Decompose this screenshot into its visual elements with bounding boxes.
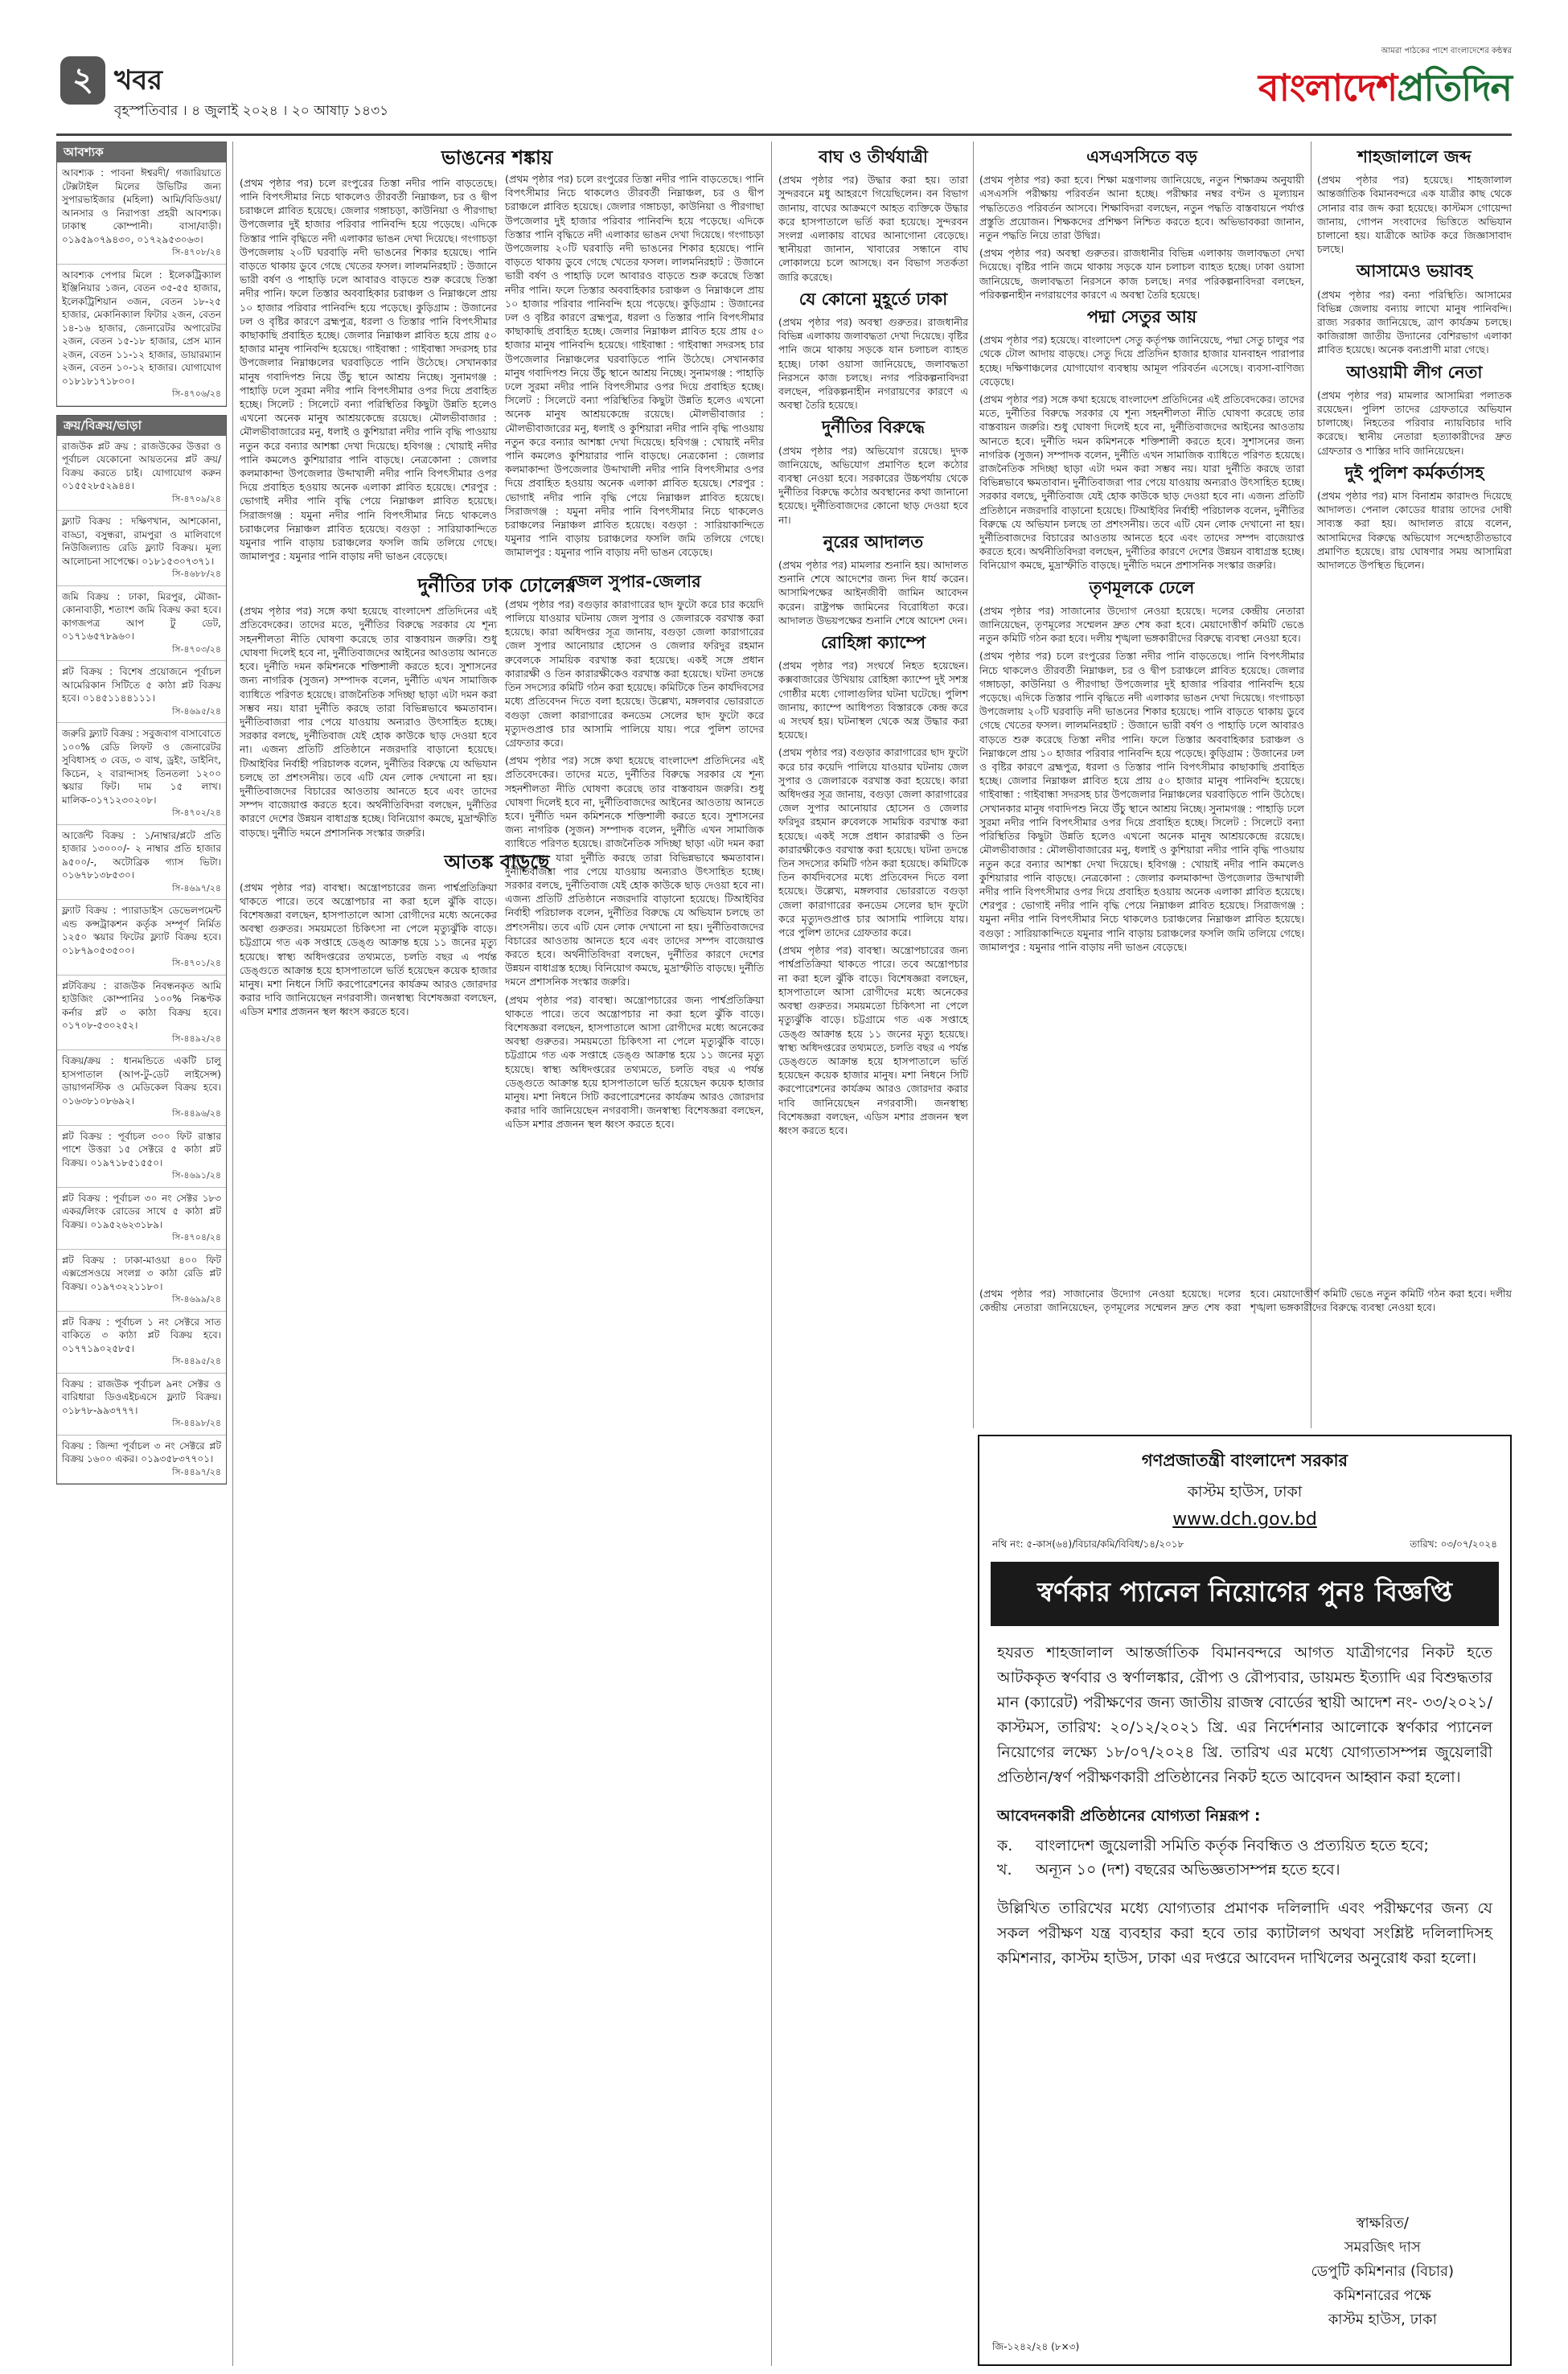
story-body: (প্রথম পৃষ্ঠার পর) সাজানোর উদ্যোগ নেওয়া হয়েছে। দলের কেন্দ্রীয় নেতারা জানিয়েছেন, তৃণমূলের সম্মেলন দ্রুত শেষ করা হবে। মেয়াদোত্তীর্ণ কমিটি ভেঙে নতুন কমিটি গঠন করা হবে। দলীয় শৃঙ্খলা ভঙ্গকারীদের বিরুদ্ধে ব্যবস্থা নেওয়া হবে।	[979, 604, 1304, 645]
ad-requirements-title: আবেদনকারী প্রতিষ্ঠানের যোগ্যতা নিম্নরূপ :	[997, 1807, 1261, 1825]
headline: ভাঙনের শঙ্কায়	[441, 146, 553, 169]
classified-item	[57, 1312, 226, 1374]
story-body: (প্রথম পৃষ্ঠার পর) চলে রংপুরের তিস্তা নদীর পানি বাড়তেছে। পানি বিপৎসীমার নিচে থাকলেও তীরবর্তী নিম্নাঞ্চল, চর ও দ্বীপ চরাঞ্চলে প্লাবিত হয়েছে। জেলার গঙ্গাচড়া, কাউনিয়া ও পীরগাছা উপজেলার দুই হাজার পরিবার পানিবন্দি হয়ে পড়েছে। এদিকে তিস্তার পানি বৃদ্ধিতে নদী এলাকার ভাঙন দেখা দিয়েছে। গংগাচড়া উপজেলায় ২০টি ঘরবাড়ি নদী ভাঙনের শিকার হয়েছে। পানি বাড়তে থাকায় ডুবে গেছে খেতের ফসল। লালমনিরহাট : উজানে ভারী বর্ষণ ও পাহাড়ি ঢলে আবারও বাড়তে শুরু করেছে তিস্তা নদীর পানি। ফলে তিস্তার অববাহিকার চরাঞ্চল ও নিম্নাঞ্চলে প্রায় ১০ হাজার পরিবার পানিবন্দি হয়ে পড়েছে। কুড়িগ্রাম : উজানের ঢল ও বৃষ্টির কারণে ব্রহ্মপুত্র, ধরলা ও তিস্তার পানি বিপৎসীমার কাছাকাছি প্রবাহিত হচ্ছে। জেলার নিম্নাঞ্চল প্লাবিত হয়ে প্রায় ৫০ হাজার মানুষ পানিবন্দি হয়েছে। গাইবান্ধা : গাইবান্ধা সদরসহ চার উপজেলার নিম্নাঞ্চলের ঘরবাড়িতে পানি উঠেছে। সেখানকার মানুষ গবাদিপশু নিয়ে উঁচু স্থানে আশ্রয় নিচ্ছে। সুনামগঞ্জ : পাহাড়ি ঢলে সুরমা নদীর পানি বিপৎসীমার ওপর দিয়ে প্রবাহিত হচ্ছে। সিলেট : সিলেটে বন্যা পরিস্থিতির কিছুটা উন্নতি হলেও এখনো অনেক মানুষ আশ্রয়কেন্দ্রে রয়েছে। মৌলভীবাজার : মৌলভীবাজারের মনু, ধলাই ও কুশিয়ারা নদীর পানি বৃদ্ধি পাওয়ায় নতুন করে বন্যার আশঙ্কা দেখা দিয়েছে। হবিগঞ্জ : খোয়াই নদীর পানি কমলেও কুশিয়ারার পানি বাড়ছে। নেত্রকোনা : জেলার কলমাকান্দা উপজেলার উব্দাখালী নদীর পানি বিপৎসীমার ওপর দিয়ে প্রবাহিত হওয়ায় অনেক এলাকা প্লাবিত হয়েছে। শেরপুর : ভোগাই নদীর পানি বৃদ্ধি পেয়ে নিম্নাঞ্চল প্লাবিত হয়েছে। সিরাজগঞ্জ : যমুনা নদীর পানি বিপৎসীমার নিচে থাকলেও চরাঞ্চলের নিম্নাঞ্চল প্লাবিত হয়েছে। বগুড়া : সারিয়াকান্দিতে যমুনার পানি বাড়ায় চরাঞ্চলের ফসলি জমি তলিয়ে গেছে। জামালপুর : যমুনার পানি বাড়ায় নদী ভাঙন বেড়েছে।	[505, 173, 764, 559]
headline: আওয়ামী লীগ নেতা	[1346, 361, 1483, 382]
classified-text: রাজউক প্লট ক্রয় : রাজউকের উত্তরা ও পূর্বাচল যেকোনো আয়তনের প্লট ক্রয়/বিক্রয় করতে চাই। যোগাযোগ করুন ০১৫৫২৮৫২৯৪৪।	[62, 440, 221, 492]
classified-ref: সি-৪৭০২/২৪	[172, 807, 221, 819]
headline: রোহিঙ্গা ক্যাম্পে	[820, 632, 926, 653]
story-body: (প্রথম পৃষ্ঠার পর) বগুড়ার কারাগারের ছাদ ফুটো করে চার কয়েদি পালিয়ে যাওয়ার ঘটনায় জেল সুপার ও জেলারকে বরখাস্ত করা হয়েছে। কারা অধিদপ্তর সূত্র জানায়, বগুড়া জেলা কারাগারের জেল সুপার আনোয়ার হোসেন ও জেলার ফরিদুর রহমান রুবেলকে সাময়িক বরখাস্ত করা হয়েছে। একই সঙ্গে প্রধান কারারক্ষী ও তিন কারারক্ষীকেও বরখাস্ত করা হয়েছে। ঘটনা তদন্তে তিন সদস্যের কমিটি গঠন করা হয়েছে। কমিটিকে তিন কার্যদিবসের মধ্যে প্রতিবেদন দিতে বলা হয়েছে। উল্লেখ্য, মঙ্গলবার ভোররাতে বগুড়া জেলা কারাগারের কনডেম সেলের ছাদ ফুটো করে মৃত্যুদণ্ডপ্রাপ্ত চার আসামি পালিয়ে যায়। পরে পুলিশ তাদের গ্রেফতার করে।	[778, 746, 968, 939]
logo-word-sub: প্রতিদিন	[1397, 66, 1512, 109]
story-body: (প্রথম পৃষ্ঠার পর) মাস বিনাশ্রম কারাদণ্ড দিয়েছে আদালত। পেনাল কোডের ধারায় তাদের দোষী সাব্যস্ত করা হয়। আদালত রায়ে বলেন, আসামিদের বিরুদ্ধে অভিযোগ সন্দেহাতীতভাবে প্রমাণিত হয়েছে। রায় ঘোষণার সময় আসামিরা আদালতে উপস্থিত ছিলেন।	[1317, 490, 1512, 572]
classified-text: প্লট বিক্রয় : বিশেষ প্রয়োজনে পূর্বাচল আমেরিকান সিটিতে ৫ কাঠা প্লট বিক্রয় হবে। ০১৪৫১১৪৪১১১।	[62, 666, 221, 704]
classified-item	[57, 511, 226, 586]
story-body: (প্রথম পৃষ্ঠার পর) মামলার শুনানি হয়। আদালত শুনানি শেষে আদেশের জন্য দিন ধার্য করেন। আসামিপক্ষের আইনজীবী জামিন আবেদন করেন। রাষ্ট্রপক্ষ জামিনের বিরোধিতা করে। আদালত উভয়পক্ষের শুনানি শেষে আদেশ দেন।	[778, 559, 968, 626]
classified-ref: সি-৪৬৯৫/২৪	[172, 705, 221, 717]
classified-text: আবশ্যক পেপার মিলে : ইলেকট্রিক্যাল ইঞ্জিনিয়ার ১জন, বেতন ৩৫-৫৫ হাজার, ইলেকট্রিশিয়ান ৩জন, বেতন ১৮-২৫ হাজার, মেকানিক্যাল ফিটার ২জন, বেতন ১৪-১৬ হাজার, জেনারেটর অপারেটর ২জন, বেতন ১৫-১৮ হাজার, প্রেস ম্যান ২জন, বেতন ১১-১২ হাজার, ডায়ারম্যান ২জন, বেতন ১০-১২ হাজার। যোগাযোগ ০১৮১৮১৭১৮০০।	[62, 269, 221, 387]
dateline: বৃহস্পতিবার । ৪ জুলাই ২০২৪ । ২০ আষাঢ় ১৪৩১	[114, 103, 389, 119]
classified-text: বিক্রয়/ক্রয় : ধানমন্ডিতে একটি চালু হাসপাতাল (আপ-টু-ডেট লাইসেন্স) ডায়াগনস্টিক ও মেডিকেল বিক্রয় হবে। ০১৬৩৮১০৮৬৯২।	[62, 1055, 221, 1107]
classified-item	[57, 975, 226, 1051]
signature-behalf: কমিশনারের পক্ষে	[1333, 2287, 1431, 2304]
story-body: (প্রথম পৃষ্ঠার পর) সাজানোর উদ্যোগ নেওয়া হয়েছে। দলের কেন্দ্রীয় নেতারা জানিয়েছেন, তৃণমূলের সম্মেলন দ্রুত শেষ করা হবে। মেয়াদোত্তীর্ণ কমিটি ভেঙে নতুন কমিটি গঠন করা হবে। দলীয় শৃঙ্খলা ভঙ্গকারীদের বিরুদ্ধে ব্যবস্থা নেওয়া হবে।	[979, 1288, 1512, 1314]
ad-requirement-key: খ.	[997, 1861, 1012, 1879]
story-body: (প্রথম পৃষ্ঠার পর) বাবস্থা। অন্ত্রোপচারের জন্য পার্শ্বপ্রতিক্রিয়া থাকতে পারে। তবে অন্ত্রোপচার না করা হলে ঝুঁকি বাড়ে। বিশেষজ্ঞরা বলছেন, হাসপাতালে আসা রোগীদের মধ্যে অনেকের অবস্থা গুরুতর। সময়মতো চিকিৎসা না পেলে মৃত্যুঝুঁকি বাড়ে। চট্টগ্রামে গত এক সপ্তাহে ডেঙ্গু আক্রান্ত হয়ে ১১ জনের মৃত্যু হয়েছে। স্বাস্থ্য অধিদপ্তরের তথ্যমতে, চলতি বছর এ পর্যন্ত ডেঙ্গুতে আক্রান্ত হয়ে হাসপাতালে ভর্তি হয়েছেন কয়েক হাজার মানুষ। মশা নিধনে সিটি করপোরেশনের কার্যক্রম আরও জোরদার করার দাবি জানিয়েছেন নগরবাসী। জনস্বাস্থ্য বিশেষজ্ঞরা বলছেন, এডিস মশার প্রজনন স্থল ধ্বংস করতে হবে।	[240, 881, 497, 1018]
classified-text: ফ্ল্যাট বিক্রয় : প্যারাডাইস ডেভেলপমেন্ট এন্ড কন্সট্রাকশন কর্তৃক সম্পূর্ণ নির্মিত ১২৫০ স্কয়ার ফিটের ফ্ল্যাট বিক্রয় হবে। ০১৮৭৯০৫৩৫০০।	[62, 905, 221, 956]
classified-text: আর্জেন্ট বিক্রয় : ১/নাম্বার/প্লটে প্রতি হাজার ১৩০০০/- ২ নাম্বার প্রতি হাজার ৯৫০০/-, অটোব্রিক গ্যাস ভিটা। ০১৬৭৮১৩৮৫৩০।	[62, 829, 221, 881]
story-body: (প্রথম পৃষ্ঠার পর) হয়েছে। শাহজালাল আন্তর্জাতিক বিমানবন্দরে এক যাত্রীর কাছ থেকে সোনার বার জব্দ করা হয়েছে। কাস্টমস গোয়েন্দা জানায়, গোপন সংবাদের ভিত্তিতে অভিযান চালানো হয়। যাত্রীকে আটক করে জিজ্ঞাসাবাদ চলছে।	[1317, 174, 1512, 256]
classified-ref: সি-৪৪৯২/২৪	[172, 1033, 221, 1044]
classified-item	[57, 661, 226, 723]
classified-text: জরুরি ফ্ল্যাট বিক্রয় : সবুজবাগ বাসাবোতে ১০০% রেডি লিফট ও জেনারেটর সুবিধাসহ ৩ বেড, ৩ বাথ, ড্রইং, ডাইনিং, কিচেন, ২ বারান্দাসহ তিনতলা ১২০০ স্কয়ার ফিট। দাম ১৫ লাখ। মালিক-০১৭১২৩০২০৮।	[62, 728, 221, 806]
logo-tagline: আমরা পাঠকের পাশে বাংলাদেশের কন্ঠস্বর	[1381, 47, 1512, 55]
ad-note: উল্লিখিত তারিখের মধ্যে যোগ্যতার প্রমাণক দলিলাদি এবং পরীক্ষণের জন্য যে সকল পরীক্ষণ যন্ত্র ব্যবহার করা হবে তার ক্যাটালগ অথবা সংশ্লিষ্ট দলিলাদিসহ কমিশনার, কাস্টম হাউস, ঢাকা এর দপ্তরে আবেদন দাখিলের অনুরোধ করা হলো।	[997, 1900, 1492, 1967]
classified-ref: সি-৪৪৯৭/২৪	[172, 1466, 221, 1477]
column-divider	[232, 142, 233, 2366]
story-body: (প্রথম পৃষ্ঠার পর) হয়েছে। বাংলাদেশ সেতু কর্তৃপক্ষ জানিয়েছে, পদ্মা সেতু চালুর পর থেকে টোল আদায় বাড়ছে। সেতু দিয়ে প্রতিদিন হাজার হাজার যানবাহন পারাপার হচ্ছে। দক্ষিণাঞ্চলের যোগাযোগ ব্যবস্থায় আমূল পরিবর্তন এসেছে। ব্যবসা-বাণিজ্য বেড়েছে।	[979, 334, 1304, 388]
wanted-heading: আবশ্যক	[57, 142, 226, 162]
classifieds-column	[56, 142, 227, 2361]
headline: নুরের আদালত	[823, 531, 924, 552]
headline: আসামেও ভয়াবহ	[1356, 261, 1473, 281]
classified-text: আবশ্যক : পাবনা ঈশ্বরদী/ গজারিয়াতে টেক্সটাইল মিলের উভিটির জন্য সুপারভাইজার (মহিলা) আমি/বিডিওয়া/আনসার ও নিরাপত্তা প্রহরী আবশ্যক। ঢাকাস্থ কোম্পানী। বাসা/বাড়ী। ০১৯৫৯০৭৯৪৩০, ০১৭২৯৫৩০৬৩।	[62, 167, 221, 245]
classified-ref: সি-৪৬৯১/২৪	[172, 1170, 221, 1181]
trade-list	[57, 436, 226, 1485]
section-title: খবর	[114, 64, 162, 97]
story-body: (প্রথম পৃষ্ঠার পর) সঙ্গে কথা হয়েছে বাংলাদেশ প্রতিদিনের এই প্রতিবেদকের। তাদের মতে, দুর্নীতির বিরুদ্ধে সরকার যে শূন্য সহনশীলতা নীতি ঘোষণা করেছে তার বাস্তবায়ন জরুরি। শুধু ঘোষণা দিলেই হবে না, দুর্নীতিবাজদের আইনের আওতায় আনতে হবে। দুর্নীতি দমন কমিশনকে শক্তিশালী করতে হবে। সুশাসনের জন্য নাগরিক (সুজন) সম্পাদক বলেন, দুর্নীতি এখন সামাজিক ব্যাধিতে পরিণত হয়েছে। রাজনৈতিক সদিচ্ছা ছাড়া এটা দমন করা সম্ভব নয়। যারা দুর্নীতি করছে তারা বিভিন্নভাবে ক্ষমতাবান। দুর্নীতিবাজরা পার পেয়ে যাওয়ায় অন্যরাও উৎসাহিত হচ্ছে। সরকার বলছে, দুর্নীতিবাজ যেই হোক কাউকে ছাড় দেওয়া হবে না। এজন্য প্রতিটি প্রতিষ্ঠানে নজরদারি বাড়ানো হয়েছে। টিআইবির নির্বাহী পরিচালক বলেন, দুর্নীতির বিরুদ্ধে যে অভিযান চলছে তা প্রশংসনীয়। তবে এটি যেন লোক দেখানো না হয়। দুর্নীতিবাজদের বিচারের আওতায় আনতে হবে এবং তাদের সম্পদ বাজেয়াপ্ত করতে হবে। অর্থনীতিবিদরা বলছেন, দুর্নীতির কারণে দেশের উন্নয়ন বাধাগ্রস্ত হচ্ছে। বিনিয়োগ কমছে, মুদ্রাস্ফীতি বাড়ছে। দুর্নীতি দমনে প্রশাসনিক সংস্কার জরুরি।	[505, 754, 764, 988]
story-body: (প্রথম পৃষ্ঠার পর) করা হবে। শিক্ষা মন্ত্রণালয় জানিয়েছে, নতুন শিক্ষাক্রম অনুযায়ী এসএসসি পরীক্ষায় পরিবর্তন আনা হচ্ছে। পরীক্ষার নম্বর বণ্টন ও মূল্যায়ন পদ্ধতিতেও পরিবর্তন আসবে। শিক্ষাবিদরা বলছেন, নতুন পদ্ধতি বাস্তবায়নে পর্যাপ্ত প্রস্তুতি প্রয়োজন। শিক্ষকদের প্রশিক্ষণ নিশ্চিত করতে হবে। অভিভাবকরা জানান, নতুন পদ্ধতি নিয়ে তারা উদ্বিগ্ন।	[979, 174, 1304, 241]
news-column	[778, 142, 968, 2366]
classified-ref: সি-৪৪৯৫/২৪	[172, 1356, 221, 1367]
classified-item	[57, 900, 226, 975]
classified-item	[57, 1374, 226, 1435]
headline: যে কোনো মুহূর্তে ঢাকা	[798, 288, 948, 309]
newspaper-logo	[1258, 45, 1512, 121]
classified-text: বিক্রয় : জিন্দা পূর্বাচল ৩ নং সেক্টরে প্লট বিক্রয় ১৬০০ একর। ০১৯৩৫৮৩৭৭০১।	[62, 1440, 221, 1465]
headline: শাহজালালে জব্দ	[1357, 146, 1472, 166]
headline: বাঘ ও তীর্থযাত্রী	[819, 146, 928, 166]
headline: আতঙ্ক বাড়ছে	[444, 849, 550, 873]
classified-ref: সি-৪৪৯৮/২৪	[172, 1418, 221, 1429]
ad-ref-date: তারিখ: ০৩/০৭/২০২৪	[1410, 1538, 1497, 1550]
ad-requirement-text: বাংলাদেশ জুয়েলারী সমিতি কর্তৃক নিবন্ধিত ও প্রত্যয়িত হতে হবে;	[1036, 1837, 1429, 1854]
ad-requirement	[979, 1858, 1510, 1882]
story-body: (প্রথম পৃষ্ঠার পর) বাবস্থা। অন্ত্রোপচারের জন্য পার্শ্বপ্রতিক্রিয়া থাকতে পারে। তবে অন্ত্রোপচার না করা হলে ঝুঁকি বাড়ে। বিশেষজ্ঞরা বলছেন, হাসপাতালে আসা রোগীদের মধ্যে অনেকের অবস্থা গুরুতর। সময়মতো চিকিৎসা না পেলে মৃত্যুঝুঁকি বাড়ে। চট্টগ্রামে গত এক সপ্তাহে ডেঙ্গু আক্রান্ত হয়ে ১১ জনের মৃত্যু হয়েছে। স্বাস্থ্য অধিদপ্তরের তথ্যমতে, চলতি বছর এ পর্যন্ত ডেঙ্গুতে আক্রান্ত হয়ে হাসপাতালে ভর্তি হয়েছেন কয়েক হাজার মানুষ। মশা নিধনে সিটি করপোরেশনের কার্যক্রম আরও জোরদার করার দাবি জানিয়েছেন নগরবাসী। জনস্বাস্থ্য বিশেষজ্ঞরা বলছেন, এডিস মশার প্রজনন স্থল ধ্বংস করতে হবে।	[505, 993, 764, 1131]
classified-ref: সি-৪৪৯৬/২৪	[172, 1108, 221, 1119]
story-body: (প্রথম পৃষ্ঠার পর) অভিযোগ রয়েছে। দুদক জানিয়েছে, অভিযোগ প্রমাণিত হলে কঠোর ব্যবস্থা নেওয়া হবে। সরকারের উচ্চপর্যায় থেকে দুর্নীতির বিরুদ্ধে কঠোর অবস্থানের কথা জানানো হয়েছে। দুর্নীতিবাজদের কোনো ছাড় দেওয়া হবে না।	[778, 444, 968, 526]
news-column	[979, 1287, 1512, 1431]
logo-wordmark	[1258, 60, 1512, 121]
ad-signature	[1311, 2212, 1454, 2332]
classified-item	[57, 265, 226, 406]
classified-text: প্লটবিক্রয় : রাজউক নিবন্ধনকৃত আমি হাউজিং কোম্পানির ১০০% নিষ্কণ্টক কর্নার প্লট ৩ কাঠা বিক্রয় হবে। ০১৭০৮-৫৩০২৫২।	[62, 980, 221, 1032]
classified-item	[57, 1050, 226, 1126]
story-body: (প্রথম পৃষ্ঠার পর) বন্যা পরিস্থিতি। আসামের বিভিন্ন জেলায় বন্যায় লাখো মানুষ পানিবন্দি। রাজ্য সরকার জানিয়েছে, ত্রাণ কার্যক্রম চলছে। কাজিরাঙ্গা জাতীয় উদ্যানের বেশিরভাগ এলাকা প্লাবিত হয়েছে। অনেক বন্যপ্রাণী মারা গেছে।	[1317, 288, 1512, 356]
signature-designation: ডেপুটি কমিশনার (বিচার)	[1311, 2263, 1454, 2280]
ad-website-link[interactable]: www.dch.gov.bd	[1172, 1509, 1317, 1530]
story-body: (প্রথম পৃষ্ঠার পর) উদ্ধার করা হয়। তারা সুন্দরবনে মধু আহরণে গিয়েছিলেন। বন বিভাগ জানায়, বাঘের আক্রমণে আহত ব্যক্তিকে উদ্ধার করে হাসপাতালে ভর্তি করা হয়েছে। সুন্দরবন সংলগ্ন এলাকায় বাঘের আনাগোনা বেড়েছে। স্থানীয়রা জানান, খাবারের সন্ধানে বাঘ লোকালয়ে চলে আসছে। বন বিভাগ সতর্কতা জারি করেছে।	[778, 174, 968, 283]
classified-text: প্লট বিক্রয় : পূর্বাচল ১ নং সেক্টরে সাত বাকিতে ৩ কাঠা প্লট বিক্রয় হবে। ০১৭৭১৯০২৫৮৫।	[62, 1316, 221, 1354]
news-column	[240, 142, 577, 2366]
ad-government: গণপ্রজাতন্ত্রী বাংলাদেশ সরকার	[1141, 1451, 1348, 1470]
story-body: (প্রথম পৃষ্ঠার পর) চলে রংপুরের তিস্তা নদীর পানি বাড়তেছে। পানি বিপৎসীমার নিচে থাকলেও তীরবর্তী নিম্নাঞ্চল, চর ও দ্বীপ চরাঞ্চলে প্লাবিত হয়েছে। জেলার গঙ্গাচড়া, কাউনিয়া ও পীরগাছা উপজেলার দুই হাজার পরিবার পানিবন্দি হয়ে পড়েছে। এদিকে তিস্তার পানি বৃদ্ধিতে নদী এলাকার ভাঙন দেখা দিয়েছে। গংগাচড়া উপজেলায় ২০টি ঘরবাড়ি নদী ভাঙনের শিকার হয়েছে। পানি বাড়তে থাকায় ডুবে গেছে খেতের ফসল। লালমনিরহাট : উজানে ভারী বর্ষণ ও পাহাড়ি ঢলে আবারও বাড়তে শুরু করেছে তিস্তা নদীর পানি। ফলে তিস্তার অববাহিকার চরাঞ্চল ও নিম্নাঞ্চলে প্রায় ১০ হাজার পরিবার পানিবন্দি হয়ে পড়েছে। কুড়িগ্রাম : উজানের ঢল ও বৃষ্টির কারণে ব্রহ্মপুত্র, ধরলা ও তিস্তার পানি বিপৎসীমার কাছাকাছি প্রবাহিত হচ্ছে। জেলার নিম্নাঞ্চল প্লাবিত হয়ে প্রায় ৫০ হাজার মানুষ পানিবন্দি হয়েছে। গাইবান্ধা : গাইবান্ধা সদরসহ চার উপজেলার নিম্নাঞ্চলের ঘরবাড়িতে পানি উঠেছে। সেখানকার মানুষ গবাদিপশু নিয়ে উঁচু স্থানে আশ্রয় নিচ্ছে। সুনামগঞ্জ : পাহাড়ি ঢলে সুরমা নদীর পানি বিপৎসীমার ওপর দিয়ে প্রবাহিত হচ্ছে। সিলেট : সিলেটে বন্যা পরিস্থিতির কিছুটা উন্নতি হলেও এখনো অনেক মানুষ আশ্রয়কেন্দ্রে রয়েছে। মৌলভীবাজার : মৌলভীবাজারের মনু, ধলাই ও কুশিয়ারা নদীর পানি বৃদ্ধি পাওয়ায় নতুন করে বন্যার আশঙ্কা দেখা দিয়েছে। হবিগঞ্জ : খোয়াই নদীর পানি কমলেও কুশিয়ারার পানি বাড়ছে। নেত্রকোনা : জেলার কলমাকান্দা উপজেলার উব্দাখালী নদীর পানি বিপৎসীমার ওপর দিয়ে প্রবাহিত হওয়ায় অনেক এলাকা প্লাবিত হয়েছে। শেরপুর : ভোগাই নদীর পানি বৃদ্ধি পেয়ে নিম্নাঞ্চল প্লাবিত হয়েছে। সিরাজগঞ্জ : যমুনা নদীর পানি বিপৎসীমার নিচে থাকলেও চরাঞ্চলের নিম্নাঞ্চল প্লাবিত হয়েছে। বগুড়া : সারিয়াকান্দিতে যমুনার পানি বাড়ায় চরাঞ্চলের ফসলি জমি তলিয়ে গেছে। জামালপুর : যমুনার পানি বাড়ায় নদী ভাঙন বেড়েছে।	[240, 176, 497, 563]
ad-banner: স্বর্ণকার প্যানেল নিয়োগের পুনঃ বিজ্ঞপ্তি	[991, 1562, 1499, 1626]
classified-ref: সি-৪৭০১/২৪	[172, 958, 221, 969]
classified-text: জমি বিক্রয় : ঢাকা, মিরপুর, মৌজা-কোনাবাড়ী, শতাংশ জমি বিক্রয় করা হবে। কাগজপত্র আপ টু ডেট, ০১৭১৬৫৭৮৯৬০।	[62, 590, 221, 643]
signature-name: সমরজিৎ দাস	[1344, 2239, 1421, 2256]
classified-text: বিক্রয় : রাজউক পূর্বাচল ৯নং সেক্টর ও বারিধারা ডিওএইচএসে ফ্ল্যাট বিক্রয়। ০১৮৭৮-৯৯৩৭৭৭।	[62, 1378, 221, 1416]
classified-item	[57, 162, 226, 265]
story-body: (প্রথম পৃষ্ঠার পর) বাবস্থা। অন্ত্রোপচারের জন্য পার্শ্বপ্রতিক্রিয়া থাকতে পারে। তবে অন্ত্রোপচার না করা হলে ঝুঁকি বাড়ে। বিশেষজ্ঞরা বলছেন, হাসপাতালে আসা রোগীদের মধ্যে অনেকের অবস্থা গুরুতর। সময়মতো চিকিৎসা না পেলে মৃত্যুঝুঁকি বাড়ে। চট্টগ্রামে গত এক সপ্তাহে ডেঙ্গু আক্রান্ত হয়ে ১১ জনের মৃত্যু হয়েছে। স্বাস্থ্য অধিদপ্তরের তথ্যমতে, চলতি বছর এ পর্যন্ত ডেঙ্গুতে আক্রান্ত হয়ে হাসপাতালে ভর্তি হয়েছেন কয়েক হাজার মানুষ। মশা নিধনে সিটি করপোরেশনের কার্যক্রম আরও জোরদার করার দাবি জানিয়েছেন নগরবাসী। জনস্বাস্থ্য বিশেষজ্ঞরা বলছেন, এডিস মশার প্রজনন স্থল ধ্বংস করতে হবে।	[778, 944, 968, 1136]
column-divider	[973, 142, 974, 1428]
ad-requirement-key: ক.	[997, 1837, 1013, 1854]
column-divider	[771, 142, 772, 2366]
ad-requirement	[979, 1834, 1510, 1858]
classified-text: ফ্ল্যাট বিক্রয় : দক্ষিণখান, আশকোনা, বাড্ডা, বসুন্ধরা, রামপুরা ও মালিবাগে নিউজিল্যান্ড রেডি ফ্ল্যাট বিক্রয়। মূল্য আলোচনা সাপেক্ষে। ০১৮১৫৩০৭৩৭১।	[62, 515, 221, 567]
ad-code: জি-১২৪২/২৪ (৮×৩)	[992, 2341, 1080, 2352]
ad-body: হযরত শাহজালাল আন্তর্জাতিক বিমানবন্দরে আগত যাত্রীগণের নিকট হতে আটককৃত স্বর্ণবার ও স্বর্ণালঙ্কার, রৌপ্য ও রৌপ্যবার, ডায়মন্ড ইত্যাদি এর বিশুদ্ধতার মান (ক্যারেট) পরীক্ষণের জন্য জাতীয় রাজস্ব বোর্ডের স্থায়ী আদেশ নং- ৩৩/২০২১/কাস্টমস, তারিখ: ২০/১২/২০২১ খ্রি. এর নির্দেশনার আলোকে স্বর্ণকার প্যানেল নিয়োগের লক্ষ্যে ১৮/০৭/২০২৪ খ্রি. তারিখ এর মধ্যে যোগ্যতাসম্পন্ন জুয়েলারী প্রতিষ্ঠান/স্বর্ণ পরীক্ষণকারী প্রতিষ্ঠানের নিকট হতে আবেদন আহ্বান করা হলো।	[997, 1644, 1492, 1786]
header-rule	[56, 133, 1512, 136]
news-column	[1317, 142, 1512, 1425]
classified-item	[57, 723, 226, 825]
headline: এসএসসিতে বড়	[1086, 146, 1197, 166]
classified-text: প্লট বিক্রয় : পূর্বাচল ৩০ নং সেক্টর ১৮৩ একর/লিংক রোডের সাথে ৫ কাঠা প্লট বিক্রয়। ০১৯৫২৬২৩১৮৯।	[62, 1192, 221, 1230]
story-body: (প্রথম পৃষ্ঠার পর) বগুড়ার কারাগারের ছাদ ফুটো করে চার কয়েদি পালিয়ে যাওয়ার ঘটনায় জেল সুপার ও জেলারকে বরখাস্ত করা হয়েছে। কারা অধিদপ্তর সূত্র জানায়, বগুড়া জেলা কারাগারের জেল সুপার আনোয়ার হোসেন ও জেলার ফরিদুর রহমান রুবেলকে সাময়িক বরখাস্ত করা হয়েছে। একই সঙ্গে প্রধান কারারক্ষী ও তিন কারারক্ষীকেও বরখাস্ত করা হয়েছে। ঘটনা তদন্তে তিন সদস্যের কমিটি গঠন করা হয়েছে। কমিটিকে তিন কার্যদিবসের মধ্যে প্রতিবেদন দিতে বলা হয়েছে। উল্লেখ্য, মঙ্গলবার ভোররাতে বগুড়া জেলা কারাগারের কনডেম সেলের ছাদ ফুটো করে মৃত্যুদণ্ডপ্রাপ্ত চার আসামি পালিয়ে যায়। পরে পুলিশ তাদের গ্রেফতার করে।	[505, 598, 764, 749]
classified-ref: সি-৪৬৯৭/২৪	[172, 882, 221, 893]
classified-text: প্লট বিক্রয় : ঢাকা-মাওয়া ৪০০ ফিট এক্সপ্রেসওয়ে সংলগ্ন ৩ কাঠা রেডি প্লট বিক্রয়। ০১৯৭৩২২১১৮০।	[62, 1254, 221, 1292]
ad-office: কাস্টম হাউস, ঢাকা	[1187, 1483, 1303, 1501]
headline: দুই পুলিশ কর্মকর্তাসহ	[1344, 462, 1484, 483]
story-body: (প্রথম পৃষ্ঠার পর) অবস্থা গুরুতর। রাজধানীর বিভিন্ন এলাকায় জলাবদ্ধতা দেখা দিয়েছে। বৃষ্টির পানি জমে থাকায় সড়কে যান চলাচল ব্যাহত হচ্ছে। ঢাকা ওয়াসা জানিয়েছে, জলাবদ্ধতা নিরসনে কাজ চলছে। নগর পরিকল্পনাবিদরা বলছেন, পরিকল্পনাহীন নগরায়ণের কারণে এ অবস্থা তৈরি হয়েছে।	[778, 316, 968, 412]
story-body: (প্রথম পৃষ্ঠার পর) অবস্থা গুরুতর। রাজধানীর বিভিন্ন এলাকায় জলাবদ্ধতা দেখা দিয়েছে। বৃষ্টির পানি জমে থাকায় সড়কে যান চলাচল ব্যাহত হচ্ছে। ঢাকা ওয়াসা জানিয়েছে, জলাবদ্ধতা নিরসনে কাজ চলছে। নগর পরিকল্পনাবিদরা বলছেন, পরিকল্পনাহীন নগরায়ণের কারণে এ অবস্থা তৈরি হয়েছে।	[979, 247, 1304, 301]
classified-ref: সি-৪৭০৯/২৪	[172, 493, 221, 504]
story-body: (প্রথম পৃষ্ঠার পর) মামলার আসামিরা পলাতক রয়েছেন। পুলিশ তাদের গ্রেফতারে অভিযান চালাচ্ছে। নিহতের পরিবার ন্যায়বিচার দাবি করেছে। স্থানীয় নেতারা হত্যাকারীদের দ্রুত গ্রেফতার ও শাস্তির দাবি জানিয়েছেন।	[1317, 388, 1512, 457]
classified-ref: সি-৪৭০৮/২৪	[172, 247, 221, 258]
page-number: ২	[60, 56, 105, 105]
headline: তৃণমূলকে ঢেলে	[1089, 577, 1195, 598]
classified-item	[57, 1250, 226, 1312]
signature-office: কাস্টম হাউস, ঢাকা	[1328, 2311, 1437, 2328]
government-advertisement	[978, 1435, 1512, 2366]
story-body: (প্রথম পৃষ্ঠার পর) সঙ্গে কথা হয়েছে বাংলাদেশ প্রতিদিনের এই প্রতিবেদকের। তাদের মতে, দুর্নীতির বিরুদ্ধে সরকার যে শূন্য সহনশীলতা নীতি ঘোষণা করেছে তার বাস্তবায়ন জরুরি। শুধু ঘোষণা দিলেই হবে না, দুর্নীতিবাজদের আইনের আওতায় আনতে হবে। দুর্নীতি দমন কমিশনকে শক্তিশালী করতে হবে। সুশাসনের জন্য নাগরিক (সুজন) সম্পাদক বলেন, দুর্নীতি এখন সামাজিক ব্যাধিতে পরিণত হয়েছে। রাজনৈতিক সদিচ্ছা ছাড়া এটা দমন করা সম্ভব নয়। যারা দুর্নীতি করছে তারা বিভিন্নভাবে ক্ষমতাবান। দুর্নীতিবাজরা পার পেয়ে যাওয়ায় অন্যরাও উৎসাহিত হচ্ছে। সরকার বলছে, দুর্নীতিবাজ যেই হোক কাউকে ছাড় দেওয়া হবে না। এজন্য প্রতিটি প্রতিষ্ঠানে নজরদারি বাড়ানো হয়েছে। টিআইবির নির্বাহী পরিচালক বলেন, দুর্নীতির বিরুদ্ধে যে অভিযান চলছে তা প্রশংসনীয়। তবে এটি যেন লোক দেখানো না হয়। দুর্নীতিবাজদের বিচারের আওতায় আনতে হবে এবং তাদের সম্পদ বাজেয়াপ্ত করতে হবে। অর্থনীতিবিদরা বলছেন, দুর্নীতির কারণে দেশের উন্নয়ন বাধাগ্রস্ত হচ্ছে। বিনিয়োগ কমছে, মুদ্রাস্ফীতি বাড়ছে। দুর্নীতি দমনে প্রশাসনিক সংস্কার জরুরি।	[979, 393, 1304, 572]
classified-ref: সি-৪৬৯৯/২৪	[172, 1294, 221, 1305]
classified-ref: সি-৪৭০৪/২৪	[172, 1232, 221, 1243]
classified-item	[57, 1126, 226, 1188]
classified-ref: সি-৪৭০৬/২৪	[172, 388, 221, 400]
headline: পদ্মা সেতুর আয়	[1086, 306, 1197, 327]
story-body: (প্রথম পৃষ্ঠার পর) সংঘর্ষে নিহত হয়েছেন। কক্সবাজারের উখিয়ায় রোহিঙ্গা ক্যাম্পে দুই সশস্ত্র গোষ্ঠীর মধ্যে গোলাগুলির ঘটনা ঘটেছে। পুলিশ জানায়, ক্যাম্পে আধিপত্য বিস্তারকে কেন্দ্র করে এ সংঘর্ষ হয়। ঘটনাস্থল থেকে অস্ত্র উদ্ধার করা হয়েছে।	[778, 659, 968, 741]
story-body: (প্রথম পৃষ্ঠার পর) সঙ্গে কথা হয়েছে বাংলাদেশ প্রতিদিনের এই প্রতিবেদকের। তাদের মতে, দুর্নীতির বিরুদ্ধে সরকার যে শূন্য সহনশীলতা নীতি ঘোষণা করেছে তার বাস্তবায়ন জরুরি। শুধু ঘোষণা দিলেই হবে না, দুর্নীতিবাজদের আইনের আওতায় আনতে হবে। দুর্নীতি দমন কমিশনকে শক্তিশালী করতে হবে। সুশাসনের জন্য নাগরিক (সুজন) সম্পাদক বলেন, দুর্নীতি এখন সামাজিক ব্যাধিতে পরিণত হয়েছে। রাজনৈতিক সদিচ্ছা ছাড়া এটা দমন করা সম্ভব নয়। যারা দুর্নীতি করছে তারা বিভিন্নভাবে ক্ষমতাবান। দুর্নীতিবাজরা পার পেয়ে যাওয়ায় অন্যরাও উৎসাহিত হচ্ছে। সরকার বলছে, দুর্নীতিবাজ যেই হোক কাউকে ছাড় দেওয়া হবে না। এজন্য প্রতিটি প্রতিষ্ঠানে নজরদারি বাড়ানো হয়েছে। টিআইবির নির্বাহী পরিচালক বলেন, দুর্নীতির বিরুদ্ধে যে অভিযান চলছে তা প্রশংসনীয়। তবে এটি যেন লোক দেখানো না হয়। দুর্নীতিবাজদের বিচারের আওতায় আনতে হবে এবং তাদের সম্পদ বাজেয়াপ্ত করতে হবে। অর্থনীতিবিদরা বলছেন, দুর্নীতির কারণে দেশের উন্নয়ন বাধাগ্রস্ত হচ্ছে। বিনিয়োগ কমছে, মুদ্রাস্ফীতি বাড়ছে। দুর্নীতি দমনে প্রশাসনিক সংস্কার জরুরি।	[240, 605, 497, 839]
classified-ref: সি-৪৬৮৮/২৪	[172, 569, 221, 580]
classified-item	[57, 825, 226, 901]
story-body: (প্রথম পৃষ্ঠার পর) চলে রংপুরের তিস্তা নদীর পানি বাড়তেছে। পানি বিপৎসীমার নিচে থাকলেও তীরবর্তী নিম্নাঞ্চল, চর ও দ্বীপ চরাঞ্চলে প্লাবিত হয়েছে। জেলার গঙ্গাচড়া, কাউনিয়া ও পীরগাছা উপজেলার দুই হাজার পরিবার পানিবন্দি হয়ে পড়েছে। এদিকে তিস্তার পানি বৃদ্ধিতে নদী এলাকার ভাঙন দেখা দিয়েছে। গংগাচড়া উপজেলায় ২০টি ঘরবাড়ি নদী ভাঙনের শিকার হয়েছে। পানি বাড়তে থাকায় ডুবে গেছে খেতের ফসল। লালমনিরহাট : উজানে ভারী বর্ষণ ও পাহাড়ি ঢলে আবারও বাড়তে শুরু করেছে তিস্তা নদীর পানি। ফলে তিস্তার অববাহিকার চরাঞ্চল ও নিম্নাঞ্চলে প্রায় ১০ হাজার পরিবার পানিবন্দি হয়ে পড়েছে। কুড়িগ্রাম : উজানের ঢল ও বৃষ্টির কারণে ব্রহ্মপুত্র, ধরলা ও তিস্তার পানি বিপৎসীমার কাছাকাছি প্রবাহিত হচ্ছে। জেলার নিম্নাঞ্চল প্লাবিত হয়ে প্রায় ৫০ হাজার মানুষ পানিবন্দি হয়েছে। গাইবান্ধা : গাইবান্ধা সদরসহ চার উপজেলার নিম্নাঞ্চলের ঘরবাড়িতে পানি উঠেছে। সেখানকার মানুষ গবাদিপশু নিয়ে উঁচু স্থানে আশ্রয় নিচ্ছে। সুনামগঞ্জ : পাহাড়ি ঢলে সুরমা নদীর পানি বিপৎসীমার ওপর দিয়ে প্রবাহিত হচ্ছে। সিলেট : সিলেটে বন্যা পরিস্থিতির কিছুটা উন্নতি হলেও এখনো অনেক মানুষ আশ্রয়কেন্দ্রে রয়েছে। মৌলভীবাজার : মৌলভীবাজারের মনু, ধলাই ও কুশিয়ারা নদীর পানি বৃদ্ধি পাওয়ায় নতুন করে বন্যার আশঙ্কা দেখা দিয়েছে। হবিগঞ্জ : খোয়াই নদীর পানি কমলেও কুশিয়ারার পানি বাড়ছে। নেত্রকোনা : জেলার কলমাকান্দা উপজেলার উব্দাখালী নদীর পানি বিপৎসীমার ওপর দিয়ে প্রবাহিত হওয়ায় অনেক এলাকা প্লাবিত হয়েছে। শেরপুর : ভোগাই নদীর পানি বৃদ্ধি পেয়ে নিম্নাঞ্চল প্লাবিত হয়েছে। সিরাজগঞ্জ : যমুনা নদীর পানি বিপৎসীমার নিচে থাকলেও চরাঞ্চলের নিম্নাঞ্চল প্লাবিত হয়েছে। বগুড়া : সারিয়াকান্দিতে যমুনার পানি বাড়ায় চরাঞ্চলের ফসলি জমি তলিয়ে গেছে। জামালপুর : যমুনার পানি বাড়ায় নদী ভাঙন বেড়েছে।	[979, 650, 1304, 953]
news-column	[505, 142, 764, 2366]
classified-ref: সি-৪৭০৩/২৪	[172, 643, 221, 655]
ad-ref-number: নথি নং: ৫-কাস(৬৪)/বিচার/কমি/বিবিধ/১৪/২০১৮	[992, 1538, 1184, 1550]
classified-text: প্লট বিক্রয় : পূর্বাচল ৩০০ ফিট রাস্তার পাশে উত্তরা ১৫ সেক্টরে ৫ কাঠা প্লট বিক্রয়। ০১৯৭১৮৫১৫৫০।	[62, 1130, 221, 1169]
classified-item	[57, 586, 226, 662]
trade-heading: ক্রয়/বিক্রয়/ভাড়া	[57, 416, 226, 436]
wanted-box	[56, 142, 227, 407]
ad-requirement-text: অন্যূন ১০ (দশ) বছরের অভিজ্ঞতাসম্পন্ন হতে হবে।	[1036, 1861, 1340, 1879]
headline: দুর্নীতির বিরুদ্ধে	[822, 417, 925, 437]
classified-item	[57, 1435, 226, 1485]
logo-word-main: বাংলাদেশ	[1258, 66, 1398, 109]
classified-item	[57, 436, 226, 511]
news-column	[979, 142, 1304, 1425]
classified-item	[57, 1188, 226, 1250]
trade-box	[56, 415, 227, 1485]
signature-line: স্বাক্ষরিত/	[1356, 2215, 1409, 2232]
headline: দুর্নীতির ঢাক ঢোলের	[417, 573, 577, 598]
headline: জেল সুপার-জেলার	[568, 570, 701, 591]
